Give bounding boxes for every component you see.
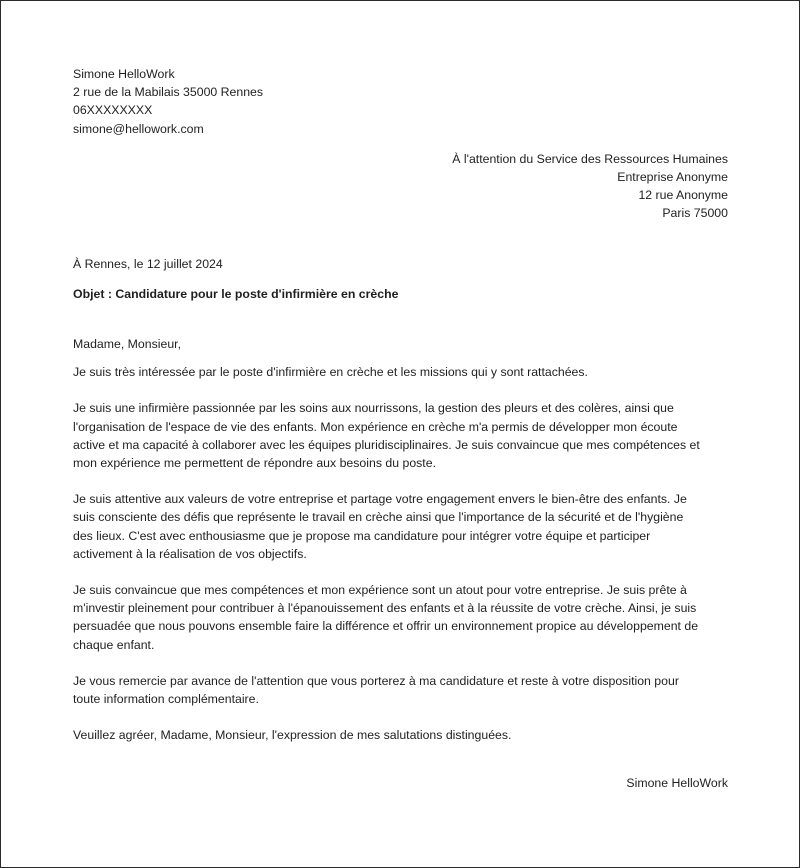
- closing-line: Veuillez agréer, Madame, Monsieur, l'expression de mes salutations distinguées.: [73, 728, 512, 743]
- subject-line: Objet : Candidature pour le poste d'infirmière en crèche: [73, 286, 399, 301]
- paragraph: [73, 399, 728, 472]
- date-line: À Rennes, le 12 juillet 2024: [73, 256, 223, 271]
- signature: Simone HelloWork: [626, 776, 728, 791]
- sender-email: simone@hellowork.com: [73, 121, 204, 136]
- letter-content: [73, 65, 728, 793]
- paragraph: [73, 672, 728, 708]
- paragraph-line: Je vous remercie par avance de l'attention que vous porterez à ma candidature et reste à votre disposition pour: [73, 673, 679, 688]
- recipient-attention: À l'attention du Service des Ressources Humaines: [452, 151, 728, 166]
- paragraph-line: Je suis convaincue que mes compétences et mon expérience sont un atout pour votre entreprise. Je suis prête à: [73, 583, 687, 598]
- recipient-company: Entreprise Anonyme: [617, 170, 728, 185]
- paragraph-line: Je suis très intéressée par le poste d'infirmière en crèche et les missions qui y sont rattachées.: [73, 365, 588, 380]
- paragraph: [73, 581, 728, 654]
- paragraph-line: Je suis attentive aux valeurs de votre entreprise et partage votre engagement envers le bien-être des enfants. Je: [73, 492, 687, 507]
- paragraph-line: persuadée que nous pouvons ensemble faire la différence et offrir un environnement propice au développement de: [73, 619, 699, 634]
- sender-name: Simone HelloWork: [73, 67, 175, 81]
- paragraph-line: suis consciente des défis que représente le travail en crèche ainsi que l'importance de la sécurité et de l'hygiène: [73, 510, 684, 525]
- paragraph: [73, 490, 728, 563]
- recipient-street: 12 rue Anonyme: [638, 188, 728, 203]
- sender-address: 2 rue de la Mabilais 35000 Rennes: [73, 85, 264, 100]
- paragraph-line: activement à la réalisation de vos objectifs.: [73, 546, 307, 561]
- paragraph-line: toute information complémentaire.: [73, 692, 259, 707]
- paragraph-line: chaque enfant.: [73, 637, 155, 652]
- paragraph-line: des lieux. C'est avec enthousiasme que je propose ma candidature pour intégrer votre équipe et participer: [73, 528, 651, 543]
- recipient-block: [73, 150, 728, 223]
- paragraph-line: mon expérience me permettent de répondre aux besoins du poste.: [73, 456, 436, 471]
- sender-block: [73, 65, 728, 138]
- paragraph-line: Je suis une infirmière passionnée par les soins aux nourrissons, la gestion des pleurs et des colères, ainsi que: [73, 401, 674, 416]
- greeting: Madame, Monsieur,: [73, 337, 181, 352]
- paragraph: [73, 363, 728, 381]
- sender-phone: 06XXXXXXXX: [73, 103, 153, 118]
- recipient-city: Paris 75000: [662, 206, 728, 221]
- paragraph-line: active et ma capacité à collaborer avec les équipes pluridisciplinaires. Je suis convaincue que mes compétences et: [73, 437, 700, 452]
- paragraph-line: l'organisation de l'espace de vie des enfants. Mon expérience en crèche m'a permis de développer mon écoute: [73, 419, 678, 434]
- paragraph-line: m'investir pleinement pour contribuer à l'épanouissement des enfants et à la réussite de votre crèche. Ainsi, je suis: [73, 601, 697, 616]
